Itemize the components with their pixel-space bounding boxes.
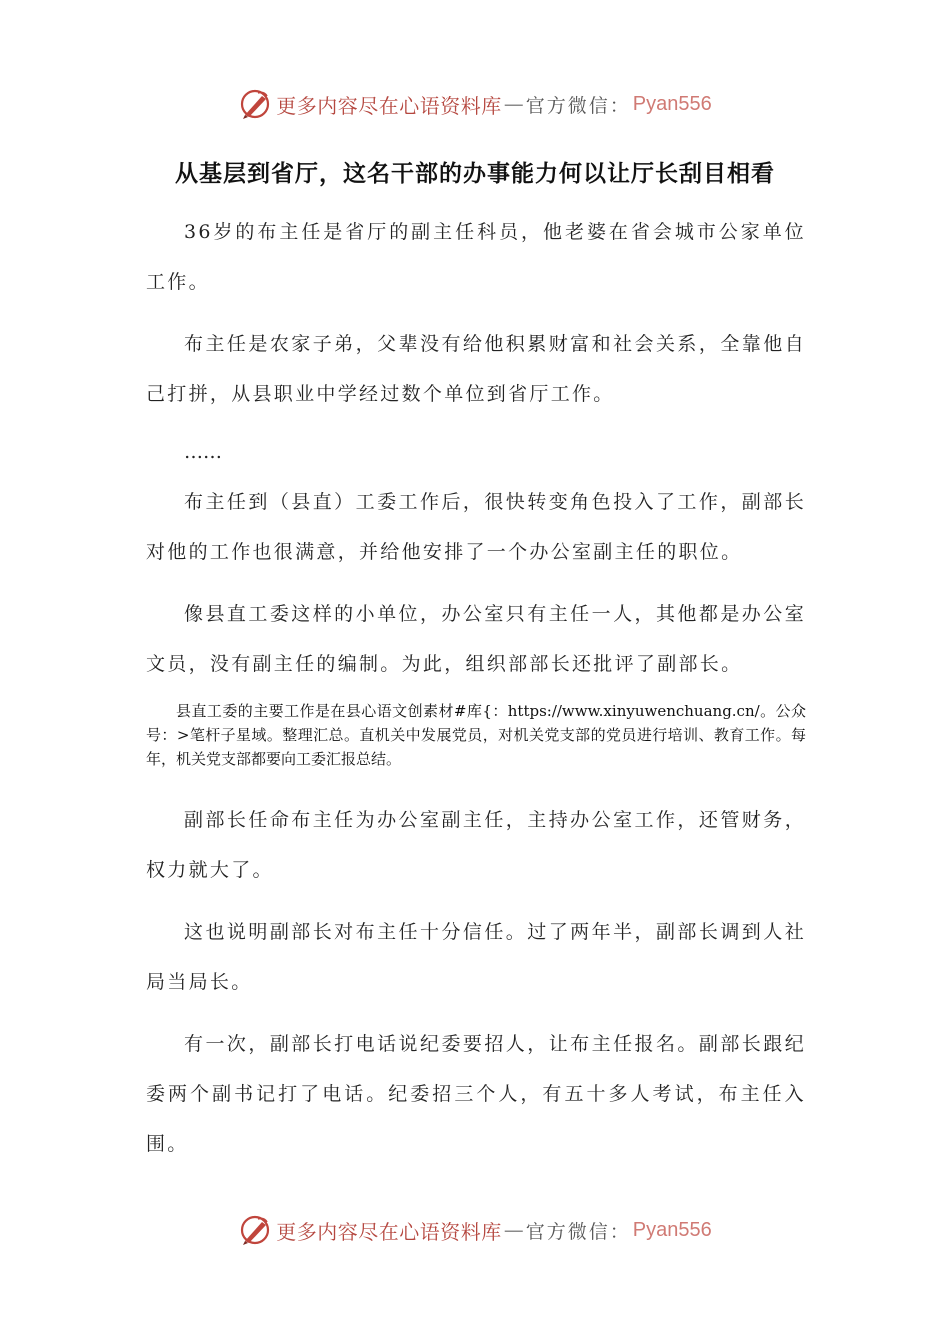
paragraph-4: 像县直工委这样的小单位，办公室只有主任一人，其他都是办公室文员，没有副主任的编制。为此，组织部部长还批评了副部长。 — [146, 603, 806, 675]
banner-brand-text: 更多内容尽在心语资料库 — [276, 1219, 502, 1244]
footer-banner — [0, 1210, 950, 1250]
banner-wechat-label: 官方微信： — [525, 94, 631, 117]
banner-brand-text: 更多内容尽在心语资料库 — [276, 93, 502, 118]
paragraph-2: 布主任是农家子弟，父辈没有给他积累财富和社会关系，全靠他自己打拼，从县职业中学经过数个单位到省厅工作。 — [146, 333, 806, 405]
article-title: 从基层到省厅，这名干部的办事能力何以让厅长刮目相看 — [175, 161, 775, 187]
header-banner — [0, 84, 950, 124]
banner-wechat-label: 官方微信： — [525, 1220, 631, 1243]
banner-dash: — — [503, 92, 524, 116]
article-body — [146, 207, 806, 1169]
paragraph-1: 36岁的布主任是省厅的副主任科员，他老婆在省会城市公家单位工作。 — [146, 221, 806, 293]
paragraph-5: 副部长任命布主任为办公室副主任，主持办公室工作，还管财务，权力就大了。 — [146, 809, 806, 881]
pen-logo-icon — [238, 1213, 272, 1247]
inserted-note: 县直工委的主要工作是在县心语文创素材#库{：https://www.xinyuwenchuang.cn/。公众号：>笔杆子星域。整理汇总。直机关中发展党员，对机关党支部的党员进行培训、教育工作。每年，机关党支部都要向工委汇报总结。 — [146, 702, 806, 768]
banner-dash: — — [503, 1218, 524, 1242]
banner-wechat-id: Pyan556 — [632, 92, 712, 115]
ellipsis: …… — [184, 441, 222, 463]
pen-logo-icon — [238, 87, 272, 121]
paragraph-7: 有一次，副部长打电话说纪委要招人，让布主任报名。副部长跟纪委两个副书记打了电话。纪委招三个人，有五十多人考试，布主任入围。 — [146, 1033, 806, 1155]
paragraph-6: 这也说明副部长对布主任十分信任。过了两年半，副部长调到人社局当局长。 — [146, 921, 806, 993]
banner-wechat-id: Pyan556 — [632, 1218, 712, 1241]
paragraph-3: 布主任到（县直）工委工作后，很快转变角色投入了工作，副部长对他的工作也很满意，并给他安排了一个办公室副主任的职位。 — [146, 491, 806, 563]
